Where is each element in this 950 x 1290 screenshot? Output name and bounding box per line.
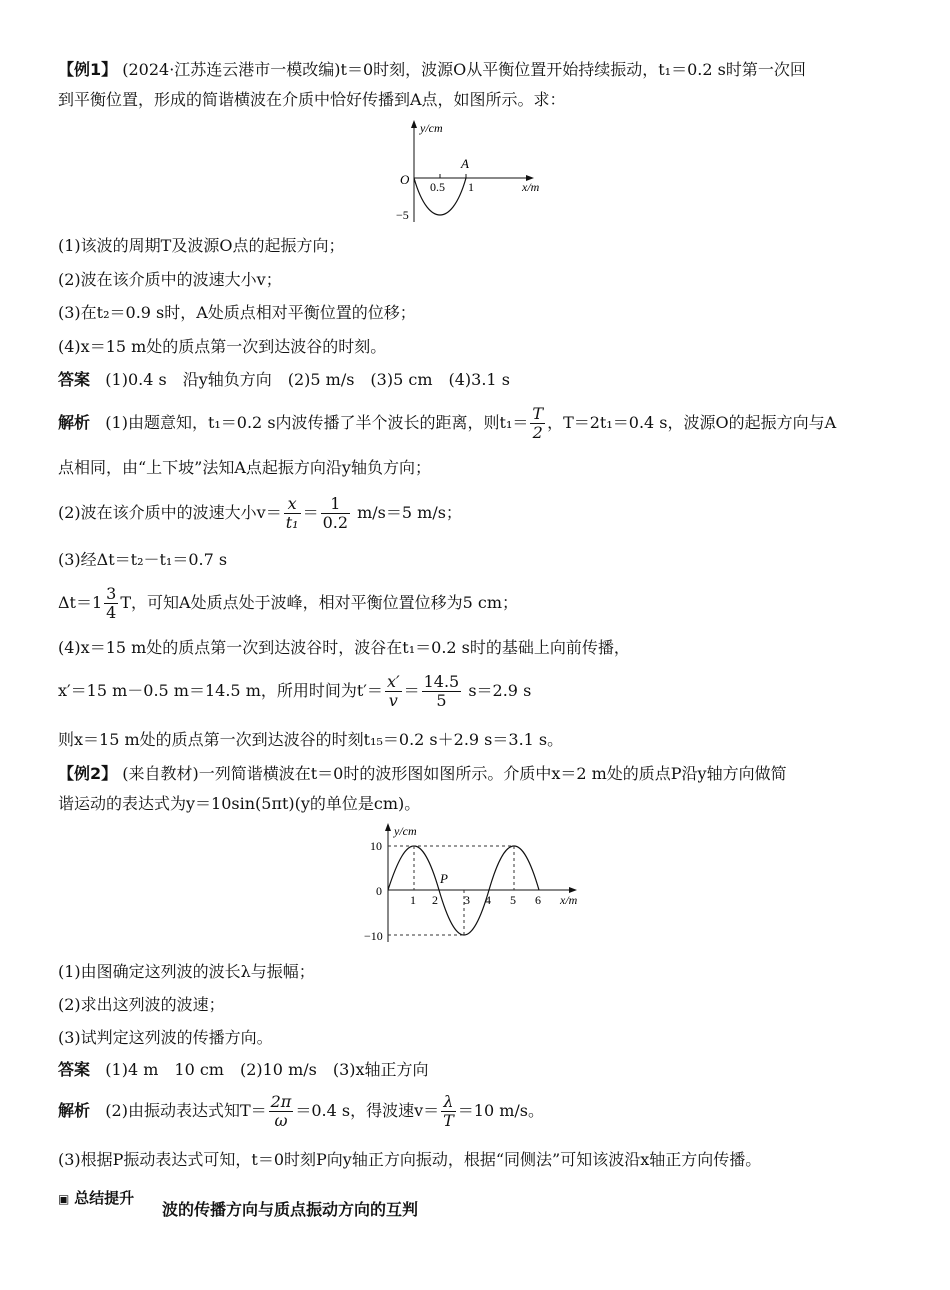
ex1-tick-label-1: 1 — [468, 180, 474, 194]
ex1-line1 — [58, 56, 892, 84]
ex1-s4: (4)x＝15 m处的质点第一次到达波谷时，波谷在t₁＝0.2 s时的基础上向前传播， — [58, 638, 630, 657]
ex2-frac-lambda-t — [441, 1093, 456, 1130]
ex1-s3: (3)经Δt＝t₂－t₁＝0.7 s — [58, 550, 228, 569]
frac-num: 14.5 — [423, 672, 460, 691]
ex1-origin: O — [400, 172, 410, 187]
ex2-s2b: ＝0.4 s，得波速v＝ — [295, 1101, 440, 1120]
ex1-frac-145-5 — [422, 673, 462, 710]
ex2-ytop: 10 — [370, 839, 382, 853]
ex1-line2: 到平衡位置，形成的简谐横波在介质中恰好传播到A点，如图所示。求： — [58, 90, 566, 109]
ex1-frac-t2 — [530, 405, 545, 442]
ex1-s3b-a: Δt＝1 — [58, 593, 103, 612]
frac-den: 5 — [436, 691, 447, 710]
frac-den: ω — [274, 1111, 288, 1130]
ex1-q4: (4)x＝15 m处的质点第一次到达波谷的时刻。 — [58, 337, 387, 356]
ex1-analysis-2 — [58, 494, 892, 532]
ex1-ylabel: y/cm — [420, 121, 443, 135]
ex2-line1 — [58, 760, 892, 788]
ex2-xtick-2: 2 — [432, 893, 438, 907]
ex1-s4b-c: s＝2.9 s — [463, 681, 532, 700]
ex2-ybot: −10 — [364, 929, 383, 943]
ex2-yzero: 0 — [376, 884, 382, 898]
frac-num: x — [284, 495, 301, 514]
ex1-analysis-label: 解析 — [58, 413, 91, 432]
ex1-s2a: (2)波在该介质中的波速大小v＝ — [58, 503, 282, 522]
ex1-q1: (1)该波的周期T及波源O点的起振方向； — [58, 236, 345, 255]
ex1-y-arrow — [411, 120, 417, 128]
ex2-analysis-2 — [58, 1092, 892, 1130]
ex1-xlabel: x/m — [522, 180, 540, 194]
ex1-frac-3-4 — [104, 585, 118, 622]
ex2-xlabel: x/m — [560, 893, 578, 907]
ex1-answer — [58, 366, 892, 394]
frac-num: x′ — [386, 672, 400, 691]
ex2-ylabel: y/cm — [394, 824, 417, 838]
ex1-point-a: A — [461, 156, 469, 171]
ex2-answer — [58, 1056, 892, 1084]
frac-num: 1 — [321, 495, 350, 514]
frac-den: T — [443, 1111, 454, 1130]
frac-den: 2 — [532, 423, 543, 442]
ex1-answer-label: 答案 — [58, 370, 91, 389]
ex2-q3: (3)试判定这列波的传播方向。 — [58, 1028, 273, 1047]
ex2-s2c: ＝10 m/s。 — [457, 1101, 545, 1120]
ex1-label: 【例1】 — [58, 60, 118, 79]
frac-num: 3 — [106, 584, 117, 603]
frac-den: 4 — [106, 603, 117, 622]
ex2-text1: (来自教材)一列简谐横波在t＝0时的波形图如图所示。介质中x＝2 m处的质点P沿y轴方向做简 — [122, 764, 787, 783]
ex2-point-p: P — [440, 871, 448, 886]
ex2-xtick-6: 6 — [535, 893, 541, 907]
ex1-s1b: ，T＝2t₁＝0.4 s，波源O的起振方向与A — [547, 413, 837, 432]
ex1-s1a: (1)由题意知，t₁＝0.2 s内波传播了半个波长的距离，则t₁＝ — [105, 413, 529, 432]
frac-num: λ — [441, 1093, 456, 1112]
ex2-s3: (3)根据P振动表达式可知，t＝0时刻P向y轴正方向振动，根据“同侧法”可知该波沿x轴正方向传播。 — [58, 1150, 762, 1169]
ex1-s4b-a: x′＝15 m－0.5 m＝14.5 m，所用时间为t′＝ — [58, 681, 383, 700]
ex1-frac-1-02 — [321, 495, 350, 532]
ex2-answer-text: (1)4 m 10 cm (2)10 m/s (3)x轴正方向 — [105, 1060, 429, 1079]
ex2-q1: (1)由图确定这列波的波长λ与振幅； — [58, 962, 315, 981]
frac-num: T — [532, 404, 544, 423]
ex2-y-arrow — [385, 823, 391, 831]
ex1-analysis-4b — [58, 672, 892, 710]
ex1-s2b: ＝ — [302, 503, 319, 522]
summary-label: 总结提升 — [74, 1189, 135, 1207]
ex1-tick-label-05: 0.5 — [430, 180, 445, 194]
ex1-answer-text: (1)0.4 s 沿y轴负方向 (2)5 m/s (3)5 cm (4)3.1 s — [105, 370, 510, 389]
ex1-ytick: −5 — [396, 208, 409, 222]
ex2-analysis-label: 解析 — [58, 1101, 91, 1120]
summary-icon: ▣ — [58, 1192, 70, 1206]
ex2-frac-2pi-omega — [269, 1093, 294, 1130]
ex2-s2a: (2)由振动表达式知T＝ — [105, 1101, 267, 1120]
ex1-s3b-b: T，可知A处质点处于波峰，相对平衡位置位移为5 cm； — [120, 593, 518, 612]
ex1-figure — [390, 118, 560, 228]
ex1-s4b-eq: ＝ — [403, 681, 420, 700]
ex1-q2: (2)波在该介质中的波速大小v； — [58, 270, 282, 289]
ex2-q2: (2)求出这列波的波速； — [58, 995, 225, 1014]
frac-den: v — [388, 691, 398, 710]
ex1-s1c: 点相同，由“上下坡”法知A点起振方向沿y轴负方向； — [58, 458, 431, 477]
summary-title: 波的传播方向与质点振动方向的互判 — [162, 1200, 419, 1219]
ex2-line2: 谐运动的表达式为y＝10sin(5πt)(y的单位是cm)。 — [58, 794, 421, 813]
ex2-answer-label: 答案 — [58, 1060, 91, 1079]
ex1-s4c: 则x＝15 m处的质点第一次到达波谷的时刻t₁₅＝0.2 s＋2.9 s＝3.1 s。 — [58, 730, 564, 749]
frac-den: 0.2 — [322, 513, 349, 532]
frac-den: t₁ — [285, 513, 299, 532]
ex1-q3: (3)在t₂＝0.9 s时，A处质点相对平衡位置的位移； — [58, 303, 416, 322]
ex1-analysis-1 — [58, 404, 892, 442]
ex2-label: 【例2】 — [58, 764, 118, 783]
ex1-s2c: m/s＝5 m/s； — [352, 503, 462, 522]
ex2-figure — [360, 820, 600, 950]
ex1-frac-x-t1 — [284, 495, 301, 532]
ex2-xtick-3: 3 — [464, 893, 470, 907]
ex1-text1: (2024·江苏连云港市一模改编)t＝0时刻，波源O从平衡位置开始持续振动，t₁＝0.2 s时第一次回 — [122, 60, 806, 79]
frac-num: 2π — [270, 1092, 292, 1111]
ex1-analysis-3b — [58, 584, 892, 622]
ex1-frac-x-v — [385, 673, 402, 710]
ex2-xtick-5: 5 — [510, 893, 516, 907]
ex2-xtick-1: 1 — [410, 893, 416, 907]
ex2-xtick-4: 4 — [485, 893, 491, 907]
